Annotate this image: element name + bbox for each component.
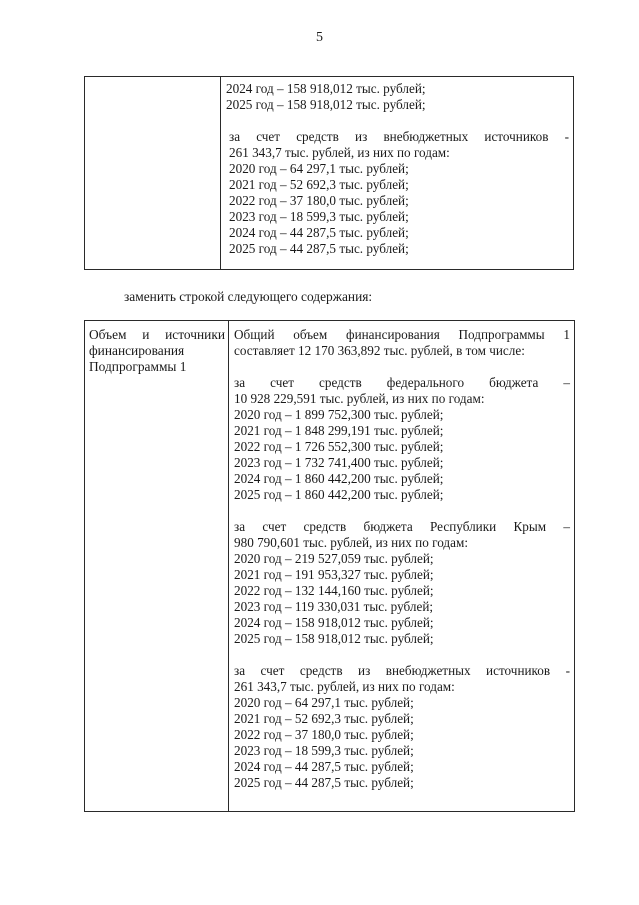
text-line: за счет средств из внебюджетных источников - bbox=[229, 129, 569, 144]
label-line: Подпрограммы 1 bbox=[89, 359, 187, 374]
funding-cell bbox=[221, 77, 574, 270]
text-line: за счет средств из внебюджетных источников - bbox=[234, 663, 570, 678]
year-line: 2024 год – 44 287,5 тыс. рублей; bbox=[234, 759, 414, 774]
text-line: 261 343,7 тыс. рублей, из них по годам: bbox=[229, 145, 450, 160]
year-line: 2020 год – 64 297,1 тыс. рублей; bbox=[229, 161, 409, 176]
year-line: 2020 год – 1 899 752,300 тыс. рублей; bbox=[234, 407, 444, 422]
year-line: 2024 год – 1 860 442,200 тыс. рублей; bbox=[234, 471, 444, 486]
year-line: 2020 год – 219 527,059 тыс. рублей; bbox=[234, 551, 434, 566]
page-number: 5 bbox=[316, 30, 323, 45]
year-line: 2023 год – 119 330,031 тыс. рублей; bbox=[234, 599, 434, 614]
year-line: 2022 год – 37 180,0 тыс. рублей; bbox=[229, 193, 409, 208]
text-line: 10 928 229,591 тыс. рублей, из них по годам: bbox=[234, 391, 485, 406]
label-line: финансирования bbox=[89, 343, 185, 358]
year-line: 2025 год – 158 918,012 тыс. рублей; bbox=[234, 631, 434, 646]
year-line: 2024 год – 44 287,5 тыс. рублей; bbox=[229, 225, 409, 240]
year-line: 2022 год – 1 726 552,300 тыс. рублей; bbox=[234, 439, 444, 454]
replacement-table bbox=[84, 320, 575, 812]
continued-table bbox=[84, 76, 574, 270]
year-line: 2021 год – 52 692,3 тыс. рублей; bbox=[234, 711, 414, 726]
text-line: 2024 год – 158 918,012 тыс. рублей; bbox=[226, 81, 426, 96]
year-line: 2025 год – 44 287,5 тыс. рублей; bbox=[229, 241, 409, 256]
empty-label-cell bbox=[85, 77, 221, 270]
year-line: 2022 год – 37 180,0 тыс. рублей; bbox=[234, 727, 414, 742]
funding-cell bbox=[229, 321, 575, 812]
year-line: 2022 год – 132 144,160 тыс. рублей; bbox=[234, 583, 434, 598]
year-line: 2023 год – 18 599,3 тыс. рублей; bbox=[229, 209, 409, 224]
text-line: 2025 год – 158 918,012 тыс. рублей; bbox=[226, 97, 426, 112]
text-line: за счет средств федерального бюджета – bbox=[234, 375, 570, 390]
year-line: 2021 год – 191 953,327 тыс. рублей; bbox=[234, 567, 434, 582]
text-line: за счет средств бюджета Республики Крым – bbox=[234, 519, 570, 534]
year-line: 2021 год – 52 692,3 тыс. рублей; bbox=[229, 177, 409, 192]
text-line: 261 343,7 тыс. рублей, из них по годам: bbox=[234, 679, 455, 694]
label-cell bbox=[85, 321, 229, 812]
text-line: Общий объем финансирования Подпрограммы 1 bbox=[234, 327, 570, 342]
year-line: 2020 год – 64 297,1 тыс. рублей; bbox=[234, 695, 414, 710]
year-line: 2024 год – 158 918,012 тыс. рублей; bbox=[234, 615, 434, 630]
year-line: 2023 год – 18 599,3 тыс. рублей; bbox=[234, 743, 414, 758]
text-line: составляет 12 170 363,892 тыс. рублей, в том числе: bbox=[234, 343, 525, 358]
text-line: 980 790,601 тыс. рублей, из них по годам: bbox=[234, 535, 468, 550]
year-line: 2025 год – 44 287,5 тыс. рублей; bbox=[234, 775, 414, 790]
year-line: 2023 год – 1 732 741,400 тыс. рублей; bbox=[234, 455, 444, 470]
label-line: Объем и источники bbox=[89, 327, 225, 342]
replace-instruction: заменить строкой следующего содержания: bbox=[124, 289, 373, 304]
year-line: 2021 год – 1 848 299,191 тыс. рублей; bbox=[234, 423, 444, 438]
year-line: 2025 год – 1 860 442,200 тыс. рублей; bbox=[234, 487, 444, 502]
